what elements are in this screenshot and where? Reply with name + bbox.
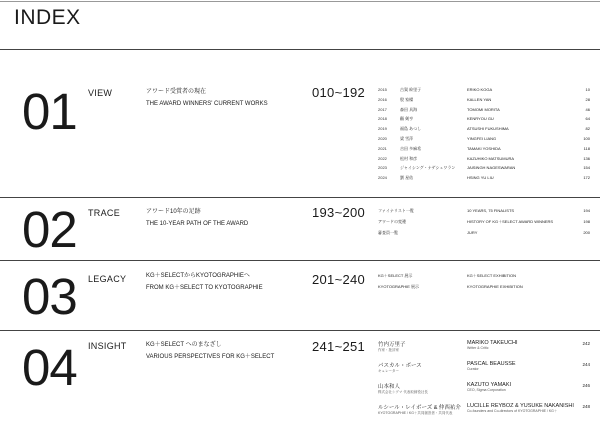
year: 2015 bbox=[378, 87, 387, 92]
winner-jp-name: ジャイシング・ナゲシュワラン bbox=[400, 165, 456, 171]
contributor-en bbox=[467, 340, 518, 350]
section-jp-title: アワード10年の足跡 bbox=[146, 209, 201, 215]
jp-name-list bbox=[400, 85, 455, 183]
winner-jp-name: 劉 星佑 bbox=[400, 175, 414, 181]
contributor-jp-name: 山本和人 bbox=[378, 384, 401, 390]
en-item-list bbox=[467, 205, 553, 238]
page-number: 100 bbox=[583, 135, 590, 141]
winner-en-name: ERIKO KOGA bbox=[467, 87, 493, 92]
page-list bbox=[574, 85, 590, 183]
contributor-en-role: CEO, Sigma Corporation bbox=[467, 388, 506, 392]
contributor-en-role: Writer & Critic bbox=[467, 346, 489, 350]
page-title: INDEX bbox=[14, 6, 81, 29]
item-jp: KG＋SELECT 展示 bbox=[378, 273, 413, 278]
top-rule bbox=[0, 1, 600, 2]
page-number: 136 bbox=[583, 155, 590, 161]
winner-en-name: KAZUHIKO MATSUMURA bbox=[467, 155, 515, 161]
section-number: 03 bbox=[22, 268, 77, 325]
contributor-jp bbox=[378, 382, 428, 395]
winner-jp-name: 顧 剣亨 bbox=[400, 116, 414, 122]
contributor-en-name: KAZUTO YAMAKI bbox=[467, 382, 512, 388]
contributor-en-name: LUCILLE REYBOZ & YUSUKE NAKANISHI bbox=[467, 403, 574, 409]
year: 2019 bbox=[378, 126, 387, 132]
page-number: 246 bbox=[582, 383, 590, 388]
contributor-jp-name: 竹内万里子 bbox=[378, 342, 406, 348]
contributor-en-name: PASCAL BEAUSSE bbox=[467, 361, 516, 367]
winner-jp-name: 森田 具海 bbox=[400, 106, 418, 112]
contributor-en bbox=[467, 382, 511, 392]
year: 2018 bbox=[378, 116, 387, 122]
section-en-title: VARIOUS PERSPECTIVES FOR KG＋SELECT bbox=[146, 354, 275, 360]
winner-en-name: TOMOMI MORITA bbox=[467, 106, 500, 112]
section-name: INSIGHT bbox=[88, 341, 127, 351]
winner-jp-name: 松村 和彦 bbox=[400, 155, 418, 161]
item-jp: 審査員一覧 bbox=[378, 230, 398, 235]
section-en-title: THE 10-YEAR PATH OF THE AWARD bbox=[146, 221, 249, 227]
page-number: 200 bbox=[583, 230, 590, 235]
jp-item-list bbox=[378, 270, 419, 292]
section-name: TRACE bbox=[88, 208, 121, 218]
winner-jp-name: 吉田 多麻希 bbox=[400, 145, 422, 151]
section-divider bbox=[0, 260, 600, 261]
item-jp: KYOTOGRAPHIE 展示 bbox=[378, 284, 420, 289]
section-jp-title: KG＋SELECTからKYOTOGRAPHIEへ bbox=[146, 273, 250, 279]
page-number: 82 bbox=[585, 126, 590, 132]
year: 2023 bbox=[378, 165, 387, 171]
item-en: 10 YEARS, 75 FINALISTS bbox=[467, 208, 515, 213]
winner-en-name: KENRYOU GU bbox=[467, 116, 494, 122]
winner-jp-name: 殷 家樑 bbox=[400, 96, 414, 102]
winner-jp-name: 梁 雪萍 bbox=[400, 135, 414, 141]
section-divider bbox=[0, 330, 600, 331]
item-jp: ファイナリスト一覧 bbox=[378, 208, 414, 213]
item-en: KG＋SELECT EXHIBITION bbox=[467, 273, 517, 278]
contributor-en-role: Curator bbox=[467, 367, 479, 371]
winner-jp-name: 福島 あつし bbox=[400, 126, 422, 132]
winner-en-name: ATSUSHI FUKUSHIMA bbox=[467, 126, 509, 132]
page-range: 201~240 bbox=[312, 272, 366, 287]
page-number: 248 bbox=[582, 404, 590, 409]
page-number: 242 bbox=[582, 341, 590, 346]
contributor-en-role: Co-founders and Co-directors of KYOTOGRAPHIE / KG＋ bbox=[467, 409, 558, 413]
contributor-jp-name: ルシール・レイボーズ & 仲西祐介 bbox=[378, 405, 461, 411]
en-name-list bbox=[467, 85, 515, 183]
winner-en-name: JAISINGH NAGESWARAN bbox=[467, 165, 516, 171]
section-number: 02 bbox=[22, 201, 77, 258]
section-number: 01 bbox=[22, 83, 77, 140]
page-number: 28 bbox=[585, 96, 590, 102]
year-list bbox=[378, 85, 387, 183]
contributor-jp bbox=[378, 361, 422, 374]
year: 2024 bbox=[378, 175, 387, 181]
year: 2020 bbox=[378, 135, 387, 141]
contributor-jp-name: パスカル・ボース bbox=[378, 363, 422, 369]
section-name: VIEW bbox=[88, 88, 113, 98]
winner-jp-name: 古賀 絵里子 bbox=[400, 87, 422, 92]
jp-item-list bbox=[378, 205, 414, 238]
page-range: 010~192 bbox=[312, 85, 366, 100]
contributor-en bbox=[467, 403, 574, 414]
section-number: 04 bbox=[22, 339, 77, 396]
section-divider bbox=[0, 49, 600, 50]
winner-en-name: YINGFEI LIANG bbox=[467, 135, 497, 141]
page-number: 244 bbox=[582, 362, 590, 367]
item-en: KYOTOGRAPHIE EXHIBITION bbox=[467, 284, 523, 289]
item-jp: アワードの変遷 bbox=[378, 219, 406, 224]
section-name: LEGACY bbox=[88, 274, 127, 284]
contributor-jp bbox=[378, 340, 406, 353]
page-number: 118 bbox=[583, 145, 590, 151]
contributor-jp-role: 株式会社シグマ 代表取締役社長 bbox=[378, 390, 428, 394]
section-divider bbox=[0, 197, 600, 198]
page-list bbox=[574, 205, 590, 238]
section-en-title: FROM KG＋SELECT TO KYOTOGRAPHIE bbox=[146, 285, 263, 291]
page-number: 154 bbox=[583, 165, 590, 171]
en-item-list bbox=[467, 270, 523, 292]
winner-en-name: KALLEN YAN bbox=[467, 96, 492, 102]
year: 2021 bbox=[378, 145, 387, 151]
contributor-jp-role: KYOTOGRAPHIE / KG＋共同創設者・共同代表 bbox=[378, 411, 453, 415]
page-number: 172 bbox=[583, 175, 590, 181]
contributor-jp bbox=[378, 403, 461, 416]
page-number: 198 bbox=[583, 219, 590, 224]
section-jp-title: アワード受賞者の現在 bbox=[146, 89, 207, 95]
winner-en-name: HSING YU LIU bbox=[467, 175, 494, 181]
item-en: HISTORY OF KG＋SELECT AWARD WINNERS bbox=[467, 219, 554, 224]
item-en: JURY bbox=[467, 230, 478, 235]
winner-en-name: TAMAKI YOSHIDA bbox=[467, 145, 501, 151]
contributor-jp-role: キュレーター bbox=[378, 369, 399, 373]
contributor-jp-role: 作家・批評家 bbox=[378, 348, 399, 352]
year: 2016 bbox=[378, 96, 387, 102]
contributor-en bbox=[467, 361, 516, 371]
section-jp-title: KG＋SELECT へのまなざし bbox=[146, 342, 222, 348]
contributor-en-name: MARIKO TAKEUCHI bbox=[467, 340, 518, 346]
page-range: 193~200 bbox=[312, 205, 366, 220]
page-number: 10 bbox=[585, 87, 590, 92]
page-number: 194 bbox=[583, 208, 590, 213]
page-number: 46 bbox=[585, 106, 590, 112]
year: 2017 bbox=[378, 106, 387, 112]
year: 2022 bbox=[378, 155, 387, 161]
page-number: 64 bbox=[585, 116, 590, 122]
section-en-title: THE AWARD WINNERS' CURRENT WORKS bbox=[146, 101, 268, 107]
page-range: 241~251 bbox=[312, 339, 366, 354]
